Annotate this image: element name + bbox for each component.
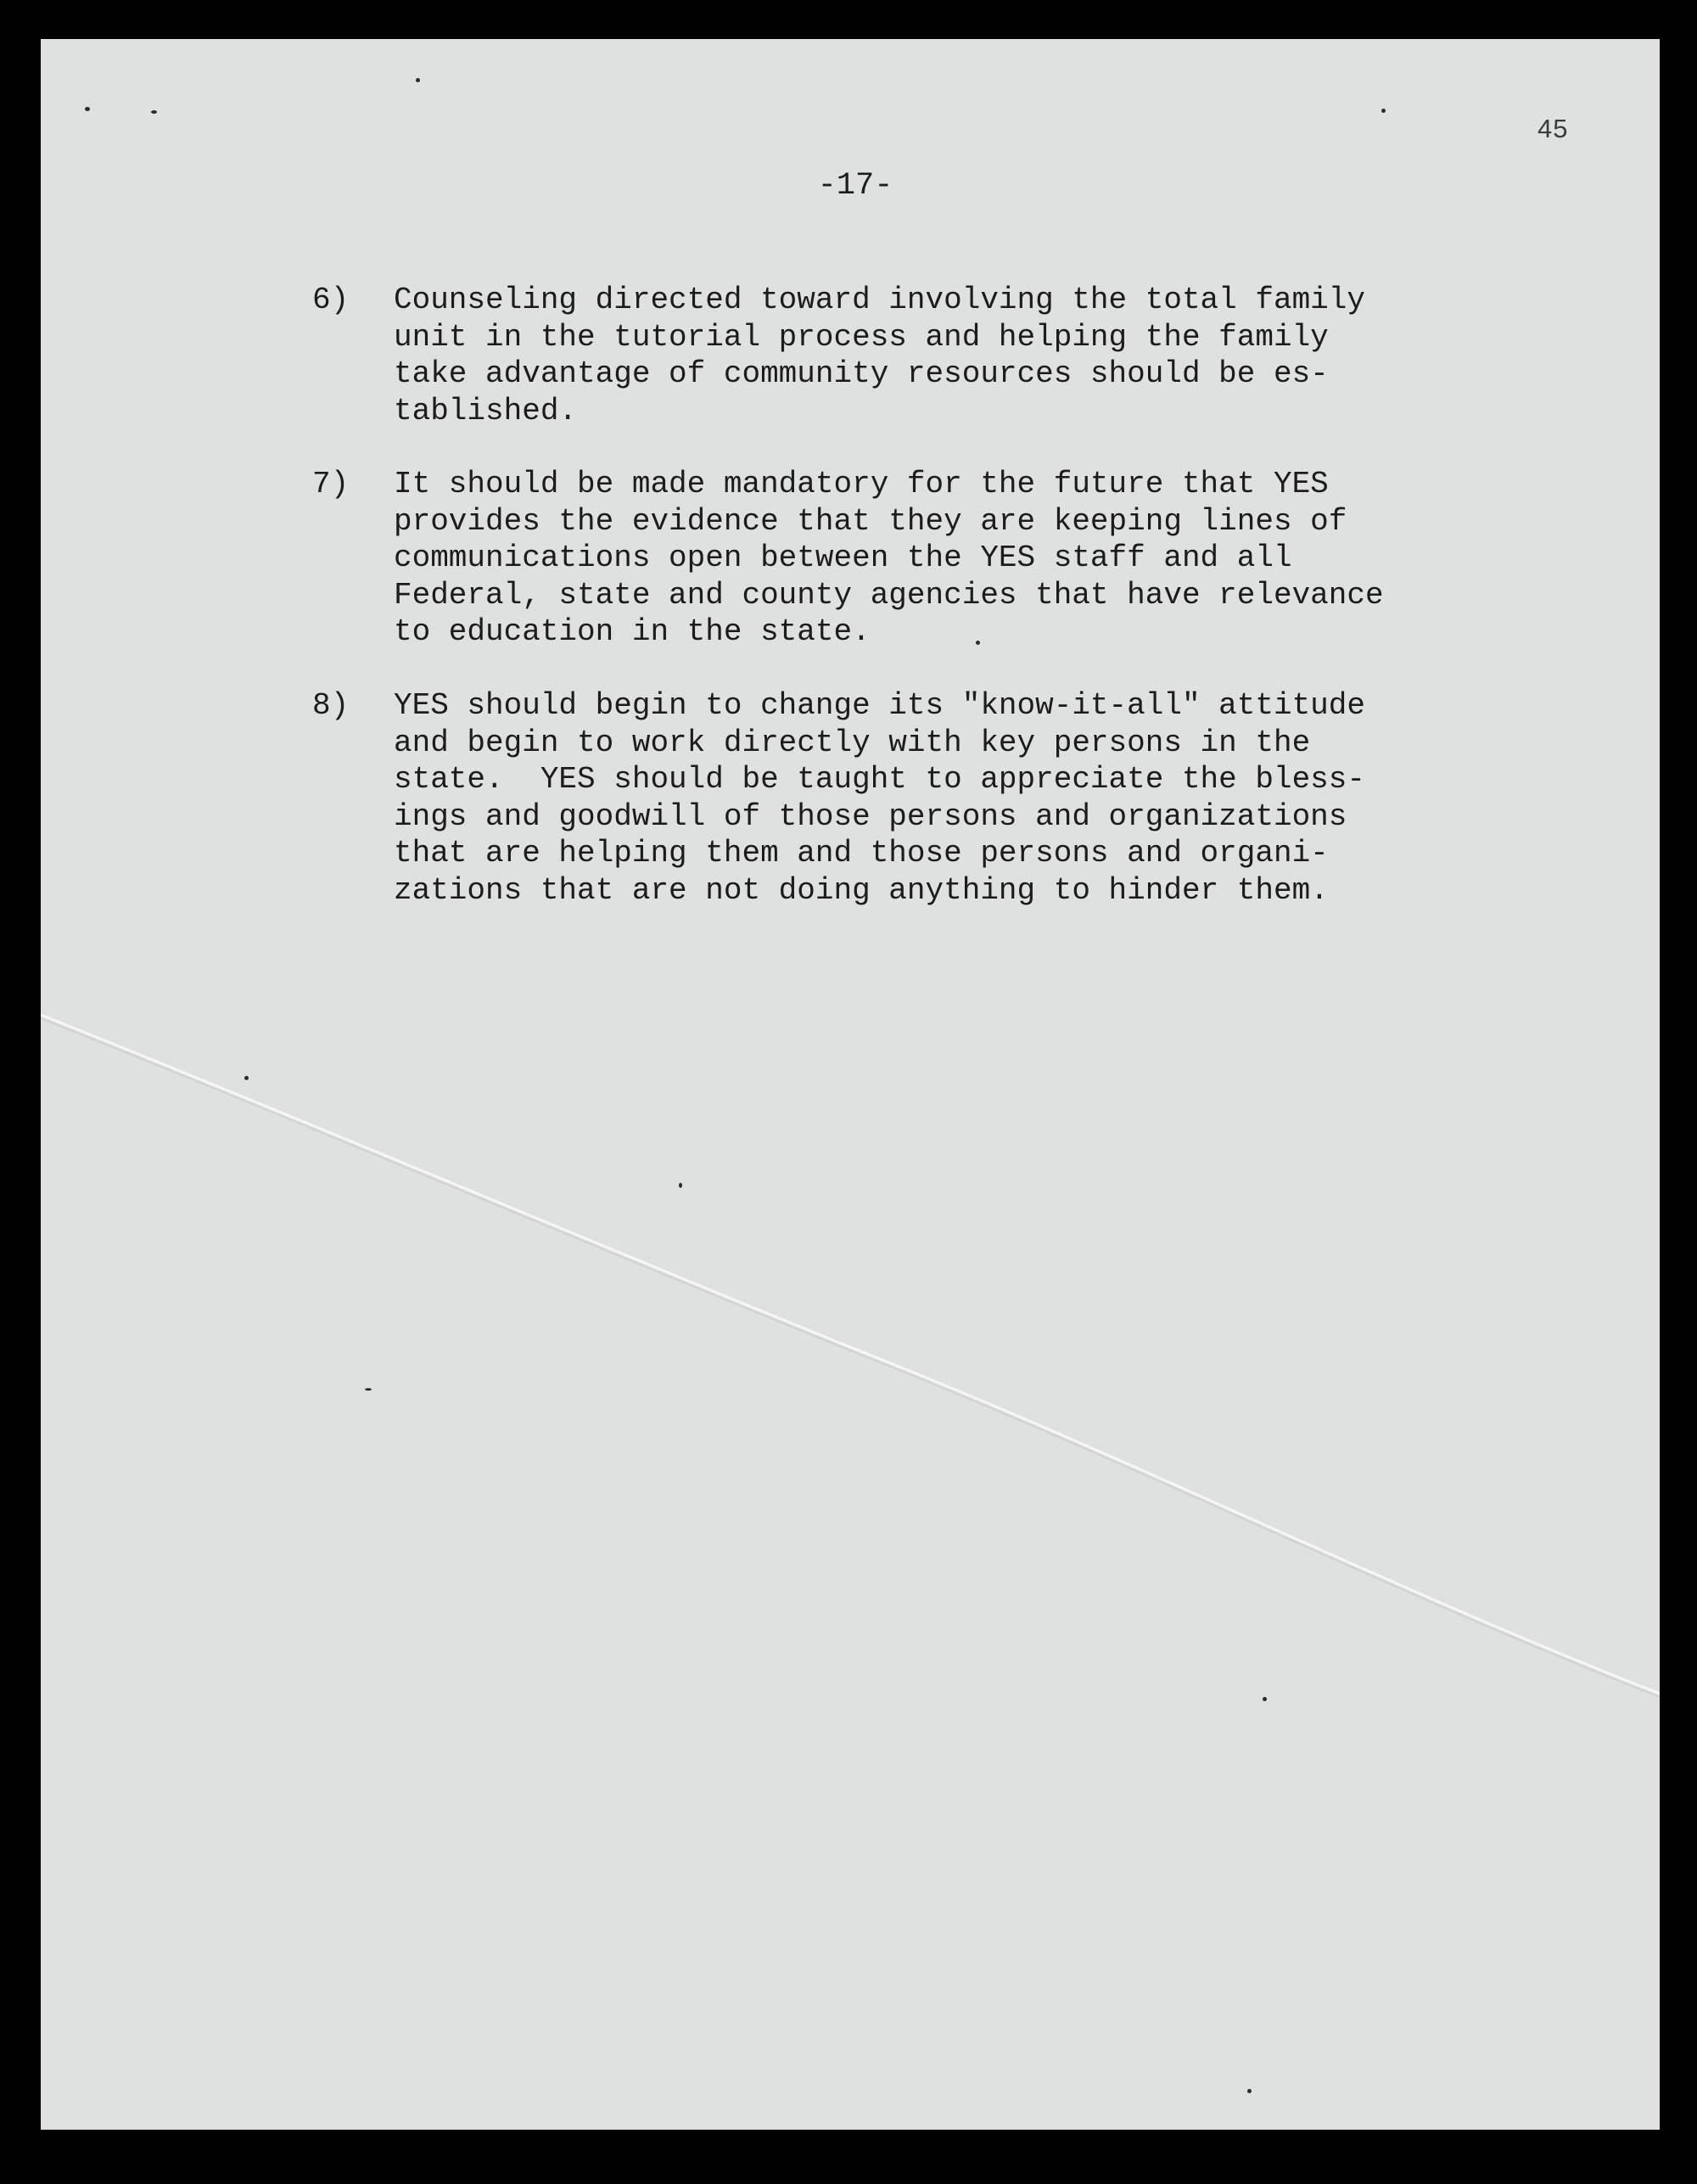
text-line: Counseling directed toward involving the total family — [394, 283, 1365, 317]
speck-mark — [244, 1076, 249, 1080]
speck-mark — [365, 1388, 372, 1391]
text-line: YES should begin to change its "know-it-all" attitude — [394, 688, 1365, 723]
speck-mark — [416, 78, 420, 82]
speck-mark — [151, 110, 157, 114]
text-line: unit in the tutorial process and helping the family — [394, 319, 1329, 355]
speck-mark — [85, 107, 90, 111]
speck-mark — [1263, 1697, 1267, 1701]
page-number: -17- — [817, 168, 893, 204]
speck-mark — [1247, 2089, 1252, 2093]
speck-mark — [679, 1183, 682, 1188]
text-line: It should be made mandatory for the future that YES — [394, 467, 1329, 501]
text-line: take advantage of community resources should be es- — [394, 356, 1329, 391]
archive-stamp-number: 45 — [1537, 114, 1569, 143]
item-text — [394, 282, 1497, 429]
text-line: communications open between the YES staff and all — [394, 540, 1292, 575]
item-number: 6) — [312, 283, 350, 317]
text-line: state. YES should be taught to appreciate the bless- — [394, 762, 1365, 797]
item-number: 7) — [312, 467, 350, 501]
text-line: that are helping them and those persons and organi- — [394, 836, 1329, 871]
speck-mark — [1381, 109, 1386, 113]
item-text — [394, 687, 1497, 909]
text-line: Federal, state and county agencies that have relevance — [394, 577, 1384, 613]
text-line: tablished. — [394, 393, 578, 428]
text-line: and begin to work directly with key persons in the — [394, 725, 1311, 760]
text-line: zations that are not doing anything to hinder them. — [394, 872, 1329, 908]
text-line: to education in the state. — [394, 614, 871, 649]
item-text — [394, 466, 1497, 651]
item-number: 8) — [312, 688, 350, 723]
text-line: provides the evidence that they are keeping lines of — [394, 503, 1347, 539]
paper-sheet — [41, 39, 1660, 2130]
text-line: ings and goodwill of those persons and organizations — [394, 798, 1347, 834]
